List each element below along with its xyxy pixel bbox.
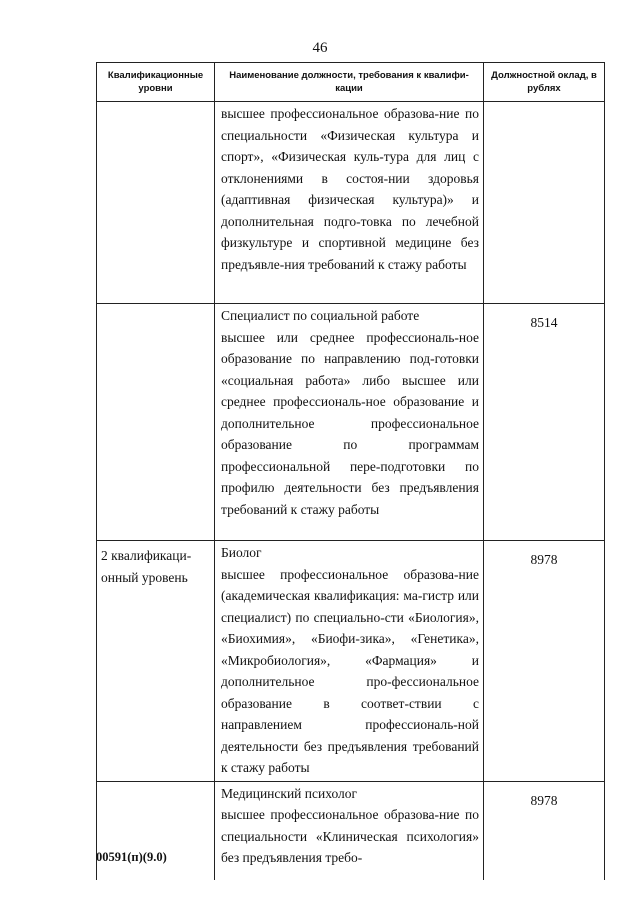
requirements-text: высшее профессиональное образова-ние (академическая квалификация: ма-гистр или специалист) по специально-сти «Биология», «Биохимия», «Биофи-зика», «Генетика», «Микробиология», «Фармация» и дополнительное про-фессиональное образование в соответ-ствии с направлением профессиональ-ной деятельности без предъявления требований к стажу работы [221, 566, 479, 775]
document-code: 00591(п)(9.0) [96, 850, 167, 864]
table-row [97, 304, 605, 541]
requirements-cell [215, 102, 484, 304]
level-cell [97, 102, 215, 304]
table-header-row [97, 63, 605, 102]
header-salary: Должностной оклад, в рублях [484, 63, 605, 102]
qualification-table-container [96, 62, 604, 880]
position-title: Специалист по социальной работе [221, 308, 420, 323]
level-cell: 2 квалификаци-онный уровень [97, 541, 215, 782]
header-qualification-levels: Квалификационные уровни [97, 63, 215, 102]
table-row [97, 541, 605, 782]
position-title: Биолог [221, 545, 262, 560]
qualification-table [96, 62, 605, 880]
header-position-requirements: Наименование должности, требования к квалифи-кации [215, 63, 484, 102]
requirements-cell [215, 304, 484, 541]
salary-cell [484, 102, 605, 304]
page-number: 46 [312, 40, 328, 56]
requirements-text: высшее профессиональное образова-ние по специальности «Физическая культура и спорт», «Физическая куль-тура для лиц с отклонениями в состоя-нии здоровья (адаптивная физическая культура)» и дополнительная подго-товка по лечебной физкультуре и спортивной медицине без предъявле-ния требований к стажу работы [221, 106, 479, 272]
requirements-cell [215, 781, 484, 880]
requirements-text: высшее или среднее профессиональ-ное образование по направлению под-готовки «социальная работа» либо высшее или среднее профессиональ-ное образование и дополнительное профессиональное образование по программам профессиональной пере-подготовки по профилю деятельности без предъявления требований к стажу работы [221, 329, 479, 517]
level-cell [97, 304, 215, 541]
requirements-text: высшее профессиональное образова-ние по специальности «Клиническая психология» без предъявления требо- [221, 807, 479, 865]
table-row [97, 781, 605, 880]
salary-cell: 8514 [484, 304, 605, 541]
requirements-cell [215, 541, 484, 782]
table-row [97, 102, 605, 304]
position-title: Медицинский психолог [221, 785, 358, 801]
salary-cell: 8978 [484, 541, 605, 782]
salary-cell: 8978 [484, 781, 605, 880]
